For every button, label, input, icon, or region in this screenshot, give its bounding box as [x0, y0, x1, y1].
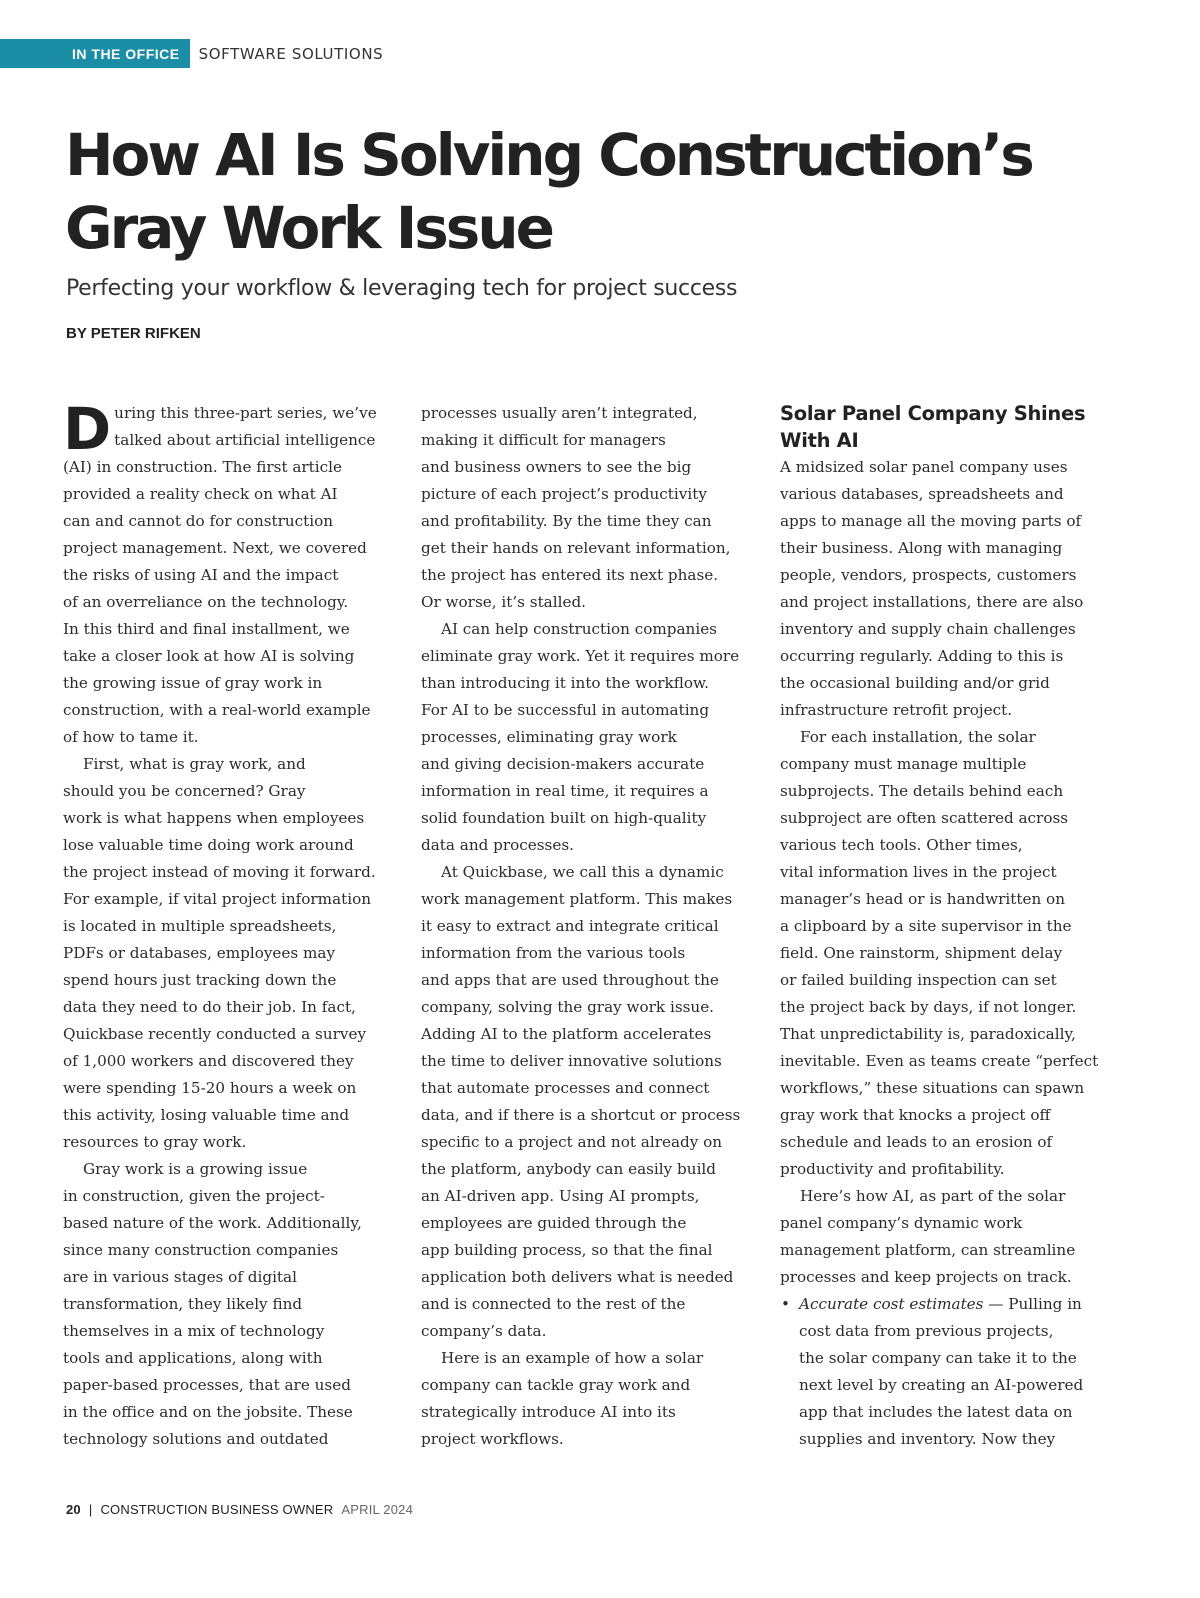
text-line: gray work that knocks a project off: [780, 1106, 1051, 1124]
text-line: PDFs or databases, employees may: [63, 944, 336, 962]
text-line: That unpredictability is, paradoxically,: [780, 1025, 1076, 1043]
text-line: in the office and on the jobsite. These: [63, 1403, 353, 1421]
text-line: of 1,000 workers and discovered they: [63, 1052, 354, 1070]
text-line: people, vendors, prospects, customers: [780, 566, 1077, 584]
text-line: Adding AI to the platform accelerates: [421, 1025, 712, 1043]
em-dash: —: [983, 1295, 1009, 1313]
heading-line: With AI: [780, 429, 859, 452]
text-line: subproject are often scattered across: [780, 809, 1069, 827]
paragraph: [780, 454, 1115, 724]
paragraph: [421, 859, 761, 1345]
text-line: technology solutions and outdated: [63, 1430, 329, 1448]
text-line: various tech tools. Other times,: [780, 836, 1023, 854]
issue-date: APRIL 2024: [341, 1502, 413, 1517]
text-line: lose valuable time doing work around: [63, 836, 354, 854]
bullet-marker: •: [781, 1295, 790, 1313]
text-line: talked about artificial intelligence: [114, 431, 376, 449]
text-line: various databases, spreadsheets and: [780, 485, 1064, 503]
text-line: productivity and profitability.: [780, 1160, 1005, 1178]
text-line: eliminate gray work. Yet it requires more: [421, 647, 740, 665]
paragraph: [421, 1345, 761, 1453]
section-heading: [780, 400, 1115, 454]
text-line: is located in multiple spreadsheets,: [63, 917, 337, 935]
text-line: app that includes the latest data on: [799, 1403, 1073, 1421]
heading-line: Solar Panel Company Shines: [780, 402, 1086, 425]
text-line: the project instead of moving it forward.: [63, 863, 376, 881]
text-line: project management. Next, we covered: [63, 539, 367, 557]
text-line: inventory and supply chain challenges: [780, 620, 1076, 638]
text-line: based nature of the work. Additionally,: [63, 1214, 362, 1232]
byline: BY PETER RIFKEN: [66, 325, 201, 342]
text-line: in construction, given the project-: [63, 1187, 325, 1205]
text-line: For AI to be successful in automating: [421, 701, 710, 719]
text-line: schedule and leads to an erosion of: [780, 1133, 1053, 1151]
text-line: making it difficult for managers: [421, 431, 666, 449]
text-line: next level by creating an AI-powered: [799, 1376, 1084, 1394]
article-column-2: [421, 400, 761, 1453]
text-line: than introducing it into the workflow.: [421, 674, 709, 692]
text-line: the time to deliver innovative solutions: [421, 1052, 722, 1070]
section-subtitle: SOFTWARE SOLUTIONS: [198, 44, 384, 63]
text-line: tools and applications, along with: [63, 1349, 323, 1367]
text-line: since many construction companies: [63, 1241, 339, 1259]
text-line: For each installation, the solar: [800, 728, 1036, 746]
text-line: data and processes.: [421, 836, 574, 854]
text-line: data, and if there is a shortcut or process: [421, 1106, 741, 1124]
text-line: picture of each project’s productivity: [421, 485, 707, 503]
text-line: In this third and final installment, we: [63, 620, 350, 638]
text-line: resources to gray work.: [63, 1133, 247, 1151]
text-line: project workflows.: [421, 1430, 564, 1448]
text-line: company can tackle gray work and: [421, 1376, 691, 1394]
paragraph: [63, 395, 393, 751]
text-line: were spending 15-20 hours a week on: [63, 1079, 357, 1097]
text-line: workflows,” these situations can spawn: [780, 1079, 1085, 1097]
text-line: AI can help construction companies: [441, 620, 717, 638]
paragraph: [63, 751, 393, 1156]
text-line: a clipboard by a site supervisor in the: [780, 917, 1072, 935]
text-line: Here’s how AI, as part of the solar: [800, 1187, 1066, 1205]
text-line: For example, if vital project information: [63, 890, 372, 908]
text-line: At Quickbase, we call this a dynamic: [441, 863, 724, 881]
text-line: and is connected to the rest of the: [421, 1295, 686, 1313]
text-line: First, what is gray work, and: [83, 755, 306, 773]
text-line: are in various stages of digital: [63, 1268, 297, 1286]
text-line: processes and keep projects on track.: [780, 1268, 1072, 1286]
text-line: (AI) in construction. The first article: [63, 458, 342, 476]
text-line: that automate processes and connect: [421, 1079, 710, 1097]
text-line: construction, with a real-world example: [63, 701, 371, 719]
drop-cap: D: [63, 395, 112, 463]
paragraph: [421, 616, 761, 859]
text-line: and business owners to see the big: [421, 458, 692, 476]
paragraph: [780, 724, 1115, 1183]
text-line: of how to tame it.: [63, 728, 199, 746]
section-header: [0, 39, 383, 68]
headline-line: How AI Is Solving Construction’s: [65, 121, 1032, 189]
text-line: subprojects. The details behind each: [780, 782, 1064, 800]
text-line: an AI-driven app. Using AI prompts,: [421, 1187, 700, 1205]
text-line: inevitable. Even as teams create “perfect: [780, 1052, 1099, 1070]
text-line: specific to a project and not already on: [421, 1133, 723, 1151]
text-line: information from the various tools: [421, 944, 686, 962]
paragraph: [780, 1183, 1115, 1291]
text-line: management platform, can streamline: [780, 1241, 1076, 1259]
text-line: strategically introduce AI into its: [421, 1403, 676, 1421]
footer-separator: |: [88, 1502, 93, 1517]
text-line: apps to manage all the moving parts of: [780, 512, 1082, 530]
text-line: this activity, losing valuable time and: [63, 1106, 350, 1124]
text-line: infrastructure retrofit project.: [780, 701, 1013, 719]
text-line: work management platform. This makes: [421, 890, 733, 908]
bullet-list-item: [780, 1291, 1115, 1453]
text-line: field. One rainstorm, shipment delay: [780, 944, 1063, 962]
text-line: it easy to extract and integrate critical: [421, 917, 719, 935]
text-line: data they need to do their job. In fact,: [63, 998, 356, 1016]
text-line: of an overreliance on the technology.: [63, 593, 349, 611]
headline-line: Gray Work Issue: [65, 194, 552, 262]
text-line: get their hands on relevant information,: [421, 539, 731, 557]
text-line: the risks of using AI and the impact: [63, 566, 339, 584]
text-line: panel company’s dynamic work: [780, 1214, 1023, 1232]
text-line: the solar company can take it to the: [799, 1349, 1077, 1367]
text-line: the occasional building and/or grid: [780, 674, 1050, 692]
text-line: the project back by days, if not longer.: [780, 998, 1077, 1016]
text-line: solid foundation built on high-quality: [421, 809, 707, 827]
paragraph: [63, 1156, 393, 1453]
page-footer: [66, 1502, 413, 1517]
text-line: vital information lives in the project: [780, 863, 1057, 881]
text-line: processes usually aren’t integrated,: [421, 404, 698, 422]
page-number: 20: [66, 1502, 81, 1517]
bullet-lead: Accurate cost estimates: [799, 1295, 984, 1313]
text-line: their business. Along with managing: [780, 539, 1063, 557]
text-line: company must manage multiple: [780, 755, 1027, 773]
article-subhead: Perfecting your workflow & leveraging tech for project success: [66, 276, 738, 301]
text-line: provided a reality check on what AI: [63, 485, 338, 503]
text-line: the growing issue of gray work in: [63, 674, 323, 692]
text-line: cost data from previous projects,: [799, 1322, 1054, 1340]
text-line: manager’s head or is handwritten on: [780, 890, 1065, 908]
text-line: company’s data.: [421, 1322, 547, 1340]
text-line: should you be concerned? Gray: [63, 782, 306, 800]
bullet-first-line: [799, 1291, 1115, 1318]
text-line: Gray work is a growing issue: [83, 1160, 308, 1178]
text-line: employees are guided through the: [421, 1214, 687, 1232]
text-line: themselves in a mix of technology: [63, 1322, 325, 1340]
text-line: Or worse, it’s stalled.: [421, 593, 586, 611]
text-line: supplies and inventory. Now they: [799, 1430, 1056, 1448]
text-line: can and cannot do for construction: [63, 512, 334, 530]
text-line: application both delivers what is needed: [421, 1268, 734, 1286]
article-headline: [65, 119, 1145, 265]
text-line: Quickbase recently conducted a survey: [63, 1025, 367, 1043]
section-tag: IN THE OFFICE: [0, 39, 190, 68]
text-line: the platform, anybody can easily build: [421, 1160, 716, 1178]
text-line: the project has entered its next phase.: [421, 566, 719, 584]
text-line: transformation, they likely find: [63, 1295, 303, 1313]
text-line: and giving decision-makers accurate: [421, 755, 705, 773]
paragraph: [421, 400, 761, 616]
text-line: app building process, so that the final: [421, 1241, 713, 1259]
text-line: and project installations, there are also: [780, 593, 1084, 611]
text-line: information in real time, it requires a: [421, 782, 709, 800]
text-line: take a closer look at how AI is solving: [63, 647, 355, 665]
text-fragment: Pulling in: [1008, 1295, 1082, 1313]
text-line: occurring regularly. Adding to this is: [780, 647, 1064, 665]
article-column-3: [780, 400, 1115, 1453]
publication-name: CONSTRUCTION BUSINESS OWNER: [100, 1502, 334, 1517]
text-line: and apps that are used throughout the: [421, 971, 719, 989]
text-line: and profitability. By the time they can: [421, 512, 712, 530]
text-line: work is what happens when employees: [63, 809, 365, 827]
text-line: paper-based processes, that are used: [63, 1376, 351, 1394]
text-line: processes, eliminating gray work: [421, 728, 677, 746]
text-line: Here is an example of how a solar: [441, 1349, 704, 1367]
text-line: or failed building inspection can set: [780, 971, 1057, 989]
article-column-1: [63, 395, 393, 1453]
text-line: A midsized solar panel company uses: [780, 458, 1068, 476]
text-line: company, solving the gray work issue.: [421, 998, 715, 1016]
text-line: uring this three-part series, we’ve: [114, 404, 377, 422]
text-line: spend hours just tracking down the: [63, 971, 337, 989]
